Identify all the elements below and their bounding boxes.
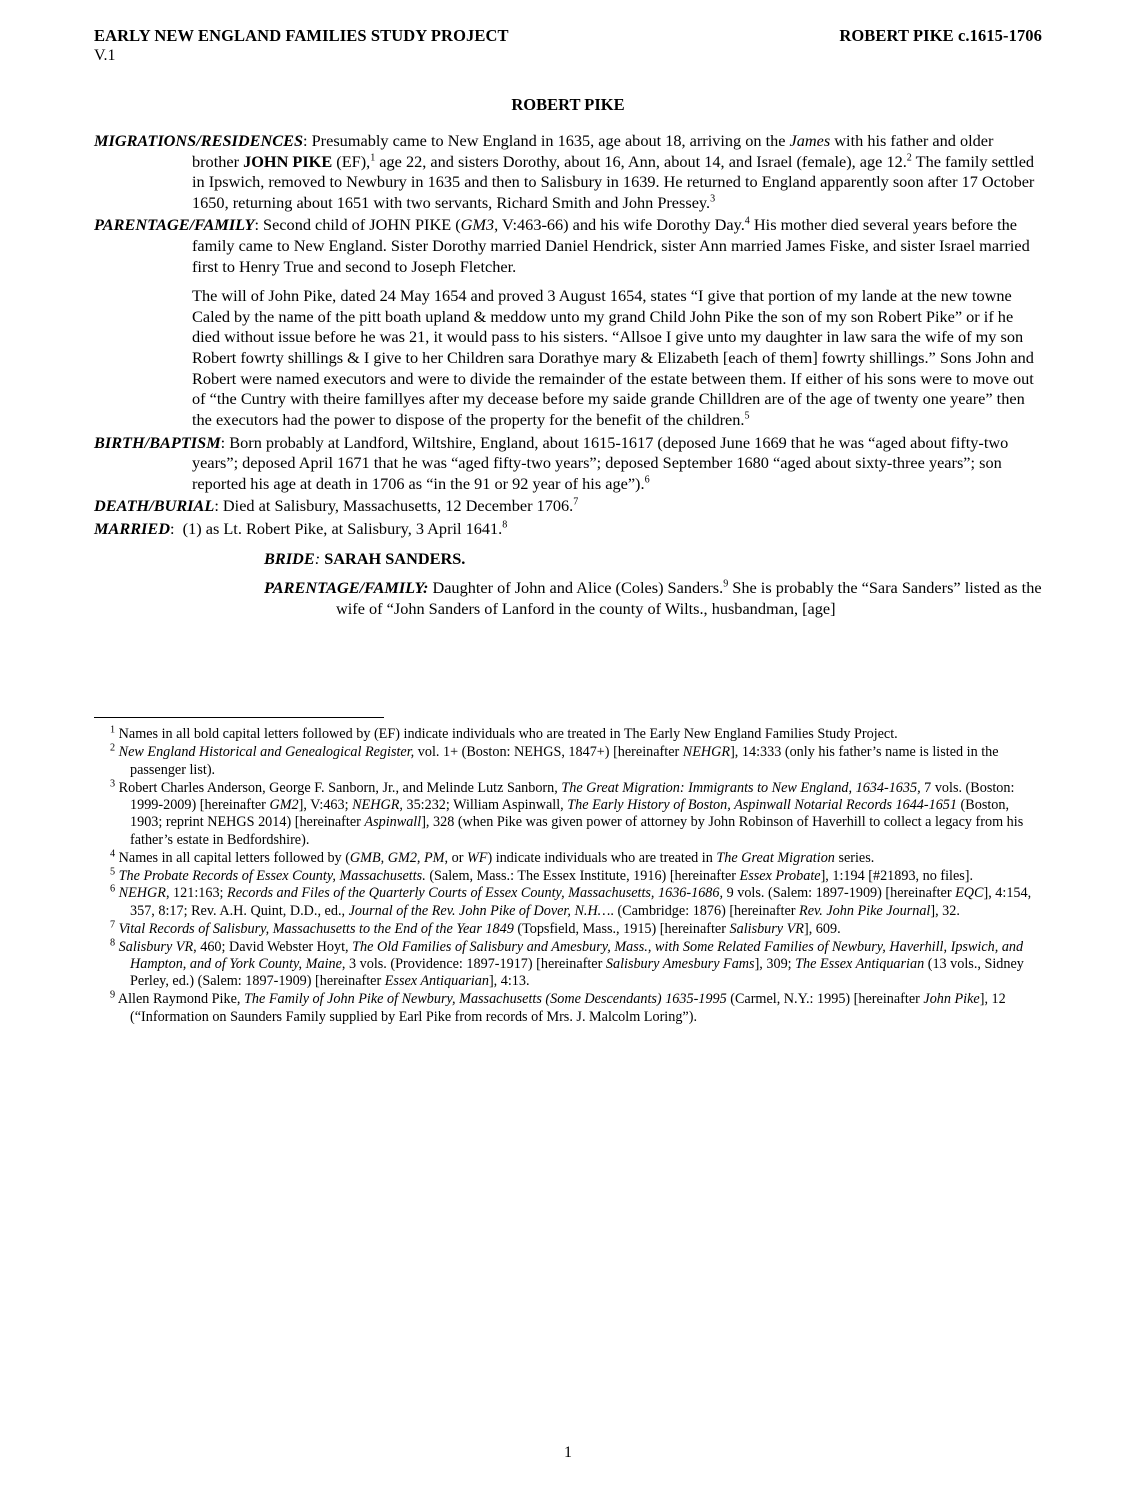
footnote-6: $^6$ NEHGR, 121:163; Records and Files of the Quarterly Courts of Essex County, Massachusetts, 1636-1686, 9 vols. (Salem: 1897-1909) [hereinafter EQC], 4:154, 357, 8:17; Rev. A.H. Quint, D.D., ed., Journal of the Rev. John Pike of Dover, N.H…. (Cambridge: 1876) [hereinafter Rev. John Pike Journal], 32.: [110, 883, 1032, 919]
footnotes: [94, 726, 1042, 1026]
footnote-3: $^3$ Robert Charles Anderson, George F. Sanborn, Jr., and Melinde Lutz Sanborn, The Great Migration: Immigrants to New England, 1634-1635, 7 vols. (Boston: 1999-2009) [hereinafter GM2], V:463; NEHGR, 35:232; William Aspinwall, The Early History of Boston, Aspinwall Notarial Records 1644-1651 (Boston, 1903; reprint NEHGS 2014) [hereinafter Aspinwall], 328 (when Pike was given power of attorney by John Robinson of Haverhill to collect a legacy from his father’s estate in Bedfordshire).: [110, 777, 1024, 848]
footnote-5: $^5$ The Probate Records of Essex County, Massachusetts. (Salem, Mass.: The Essex Institute, 1916) [hereinafter Essex Probate], 1:194 [#21893, no files].: [110, 865, 974, 884]
section-death-burial: DEATH/BURIAL: Died at Salisbury, Massachusetts, 12 December 1706.$^7$: [94, 496, 579, 516]
section-label-bride-parentage: PARENTAGE/FAMILY:: [264, 578, 429, 598]
section-married: MARRIED: (1) as Lt. Robert Pike, at Salisbury, 3 April 1641.$^8$: [94, 518, 508, 538]
section-bride-parentage: PARENTAGE/FAMILY: Daughter of John and Alice (Coles) Sanders.$^9$ She is probably the “Sara Sanders” listed as the wife of “John Sanders of Lanford in the county of Wilts., husbandman, [age]: [264, 578, 1042, 618]
volume-label: V.1: [94, 47, 116, 64]
section-migrations-residences: MIGRATIONS/RESIDENCES: Presumably came to New England in 1635, age about 18, arriving on the James with his father and older brother JOHN PIKE (EF),$^1$ age 22, and sisters Dorothy, about 16, Ann, about 14, and Israel (female), age 12.$^2$ The family settled in Ipswich, removed to Newbury in 1635 and then to Salisbury in 1639. He returned to England apparently soon after 17 October 1650, returning about 1651 with two servants, Richard Smith and John Pressey.$^3$: [94, 131, 1035, 212]
footnote-1: $^1$ Names in all bold capital letters followed by (EF) indicate individuals who are treated in The Early New England Families Study Project.: [110, 724, 898, 743]
section-birth-baptism: BIRTH/BAPTISM: Born probably at Landford, Wiltshire, England, about 1615-1617 (deposed June 1669 that he was “aged about fifty-two years”; deposed April 1671 that he was “aged fifty-two years”; deposed September 1680 “aged about sixty-three years”; son reported his age at death in 1706 as “in the 91 or 92 year of his age”).$^6$: [94, 432, 1009, 493]
footnote-2: $^2$ New England Historical and Genealogical Register, vol. 1+ (Boston: NEHGS, 1847+) [hereinafter NEHGR], 14:333 (only his father’s name is listed in the passenger list).: [110, 742, 999, 778]
section-label-death: DEATH/BURIAL: [94, 496, 215, 516]
footnote-8: $^8$ Salisbury VR, 460; David Webster Hoyt, The Old Families of Salisbury and Amesbury, Mass., with Some Related Families of Newbury, Haverhill, Ipswich, and Hampton, and of York County, Maine, 3 vols. (Providence: 1897-1917) [hereinafter Salisbury Amesbury Fams], 309; The Essex Antiquarian (13 vols., Sidney Perley, ed.) (Salem: 1897-1909) [hereinafter Essex Antiquarian], 4:13.: [110, 936, 1024, 990]
section-label-married: MARRIED: [94, 518, 171, 538]
footnote-9: $^9$ Allen Raymond Pike, The Family of John Pike of Newbury, Massachusetts (Some Descendants) 1635-1995 (Carmel, N.Y.: 1995) [hereinafter John Pike], 12 (“Information on Saunders Family supplied by Earl Pike from records of Mrs. J. Malcolm Loring”).: [110, 989, 1006, 1025]
footnote-4: $^4$ Names in all capital letters followed by (GMB, GM2, PM, or WF) indicate individuals who are treated in The Great Migration series.: [110, 847, 875, 866]
page-number: 1: [564, 1444, 572, 1461]
page-header: [94, 26, 1042, 46]
section-label-parentage: PARENTAGE/FAMILY: [94, 215, 255, 235]
section-parentage-family: PARENTAGE/FAMILY: Second child of JOHN PIKE (GM3, V:463-66) and his wife Dorothy Day.$^4$ His mother died several years before the family came to New England. Sister Dorothy married Daniel Hendrick, sister Ann married James Fiske, and sister Israel married first to Henry True and second to Joseph Fletcher.: [94, 215, 1030, 276]
bride-name: SARAH SANDERS.: [324, 548, 466, 568]
page-title: ROBERT PIKE: [511, 95, 625, 114]
section-label-birth: BIRTH/BAPTISM: [94, 432, 221, 452]
section-label-bride: BRIDE: [264, 548, 315, 568]
footnote-7: $^7$ Vital Records of Salisbury, Massachusetts to the End of the Year 1849 (Topsfield, Mass., 1915) [hereinafter Salisbury VR], 609.: [110, 918, 841, 937]
header-right-title: ROBERT PIKE c.1615-1706: [839, 26, 1042, 45]
section-label-migrations: MIGRATIONS/RESIDENCES: [94, 131, 304, 150]
paragraph-will-of-john-pike: The will of John Pike, dated 24 May 1654 and proved 3 August 1654, states “I give that portion of my lande at the new towne Caled by the name of the pitt boath upland & meddow unto my grand Child John Pike the son of my son Robert Pike” or if he died without issue before he was 21, it would pass to his sisters. “Allsoe I give unto my daughter in law sara the wife of my son Robert fowrty shillings & I give to her Children sara Dorathye mary & Elizabeth [each of them] fowrty shillings.” Sons John and Robert were named executors and were to divide the remainder of the estate between them. If either of his sons were to move out of “the Cuntry with theire famillyes after my decease before my saide grande Chilldren are of the age of twenty one yeare” then the executors had the power to dispose of the property for the benefit of the children.$^5$: [192, 286, 1034, 429]
section-bride: BRIDE: SARAH SANDERS.: [264, 548, 466, 568]
footnote-separator: [94, 717, 384, 718]
header-left-title: EARLY NEW ENGLAND FAMILIES STUDY PROJECT: [94, 26, 509, 45]
document-body: [94, 131, 1042, 619]
